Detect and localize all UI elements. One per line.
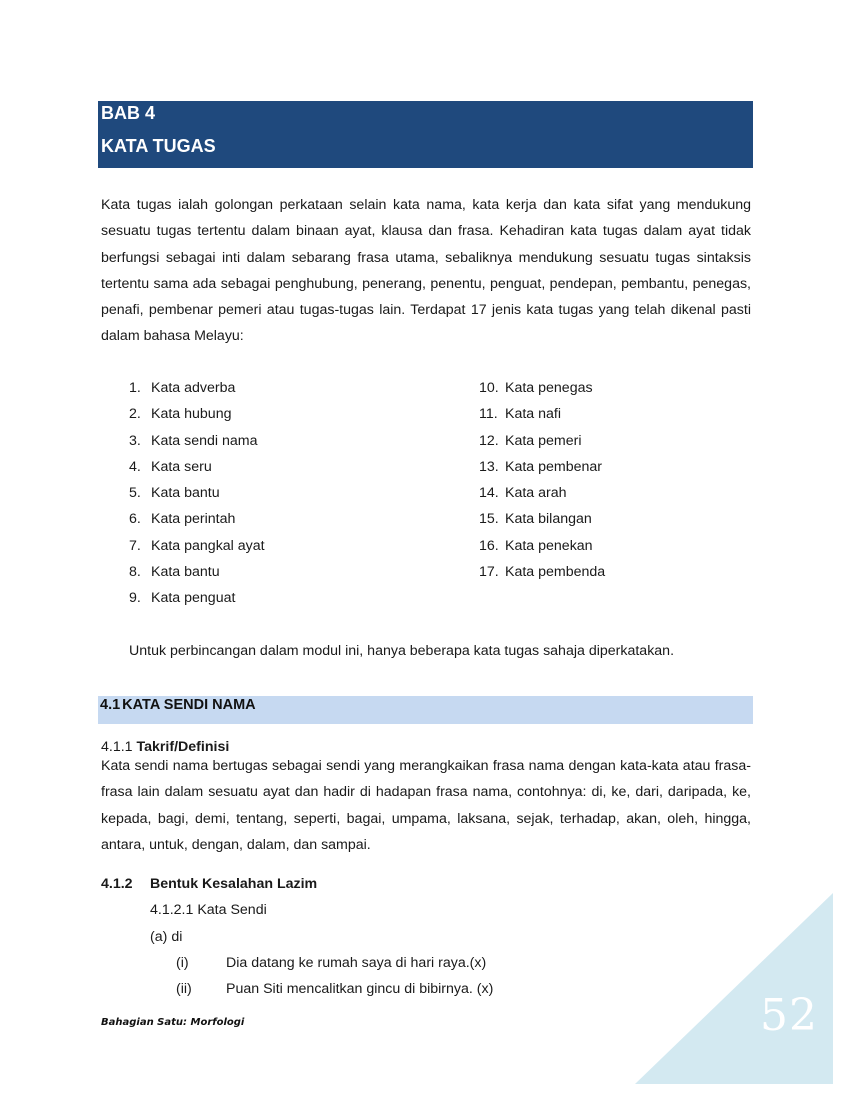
list-item-number: 12. (479, 432, 499, 449)
list-item-number: 6. (129, 511, 141, 528)
list-item (129, 428, 265, 454)
list-item-label: Kata bantu (151, 485, 220, 502)
list-item-label: Kata sendi nama (151, 432, 258, 449)
list-item-label: Kata bilangan (505, 511, 592, 528)
example-label: (ii) (176, 981, 192, 997)
page-number: 52 (760, 990, 818, 1041)
list-item-label: Kata adverba (151, 380, 236, 396)
chapter-header (98, 101, 753, 168)
item-a (150, 929, 182, 945)
list-item-label: Kata pangkal ayat (151, 537, 265, 554)
list-item-number: 15. (479, 511, 499, 528)
subsection-title: Bentuk Kesalahan Lazim (150, 876, 318, 892)
list-item-number: 8. (129, 564, 141, 581)
definition-paragraph: Kata sendi nama bertugas sebagai sendi yang merangkaikan frasa nama dengan kata-kata atau frasa-frasa lain dalam sesuatu ayat dan hadir di hadapan frasa nama, contohnya: di, ke, dari, daripada, ke, kepada, bagi, demi, tentang, seperti, bagai, umpama, laksana, sejak, terhadap, akan, oleh, hingga, antara, untuk, dengan, dalam, dan sampai. (101, 758, 751, 853)
list-item (479, 506, 605, 532)
list-item-number: 2. (129, 406, 141, 423)
list-item-number: 13. (479, 458, 499, 475)
chapter-label: BAB 4 (101, 103, 156, 123)
list-item-label: Kata penekan (505, 537, 593, 554)
list-item (479, 428, 605, 454)
list-item-number: 4. (129, 458, 141, 475)
list-item (129, 401, 265, 427)
list-item (479, 454, 605, 480)
subsubsection-heading: 4.1.2.1 Kata Sendi (150, 902, 267, 918)
list-item (129, 559, 265, 585)
corner-triangle-decoration (635, 893, 833, 1084)
list-item-number: 9. (129, 590, 141, 607)
list-item (129, 506, 265, 532)
subsection-number: 4.1.2 (101, 876, 133, 892)
list-item (129, 375, 265, 401)
list-item-number: 11. (479, 406, 498, 423)
list-item (479, 559, 605, 585)
list-item-label: Kata penguat (151, 590, 236, 607)
list-item-number: 16. (479, 537, 499, 554)
list-item (129, 585, 265, 611)
list-item (129, 533, 265, 559)
list-item (479, 480, 605, 506)
item-word: di (171, 929, 183, 945)
subsection-title: Takrif/Definisi (136, 739, 230, 755)
section-title-text: KATA SENDI NAMA (122, 697, 256, 713)
intro-paragraph: Kata tugas ialah golongan perkataan selain kata nama, kata kerja dan kata sifat yang mendukung sesuatu tugas tertentu dalam binaan ayat, klausa dan frasa. Kehadiran kata tugas dalam ayat tidak berfungsi sebagai inti dalam sebarang frasa utama, sebaliknya mendukung sesuatu tugas sintaksis tertentu sama ada sebagai penghubung, penerang, penentu, penguat, pendepan, pembantu, penegas, penafi, pembenar pemeri atau tugas-tugas lain. Terdapat 17 jenis kata tugas yang telah dikenal pasti dalam bahasa Melayu: (101, 197, 751, 345)
list-item-label: Kata bantu (151, 564, 220, 581)
list-item-label: Kata penegas (505, 380, 593, 396)
list-item-label: Kata pembenar (505, 458, 603, 475)
section-number: 4.1 (100, 697, 121, 713)
list-item-label: Kata pembenda (505, 564, 606, 581)
list-item (129, 454, 265, 480)
list-item-number: 1. (129, 380, 141, 396)
list-item-label: Kata arah (505, 485, 567, 502)
list-item (479, 375, 605, 401)
list-item-number: 3. (129, 432, 141, 449)
list-item-number: 14. (479, 485, 499, 502)
types-list-right (479, 375, 605, 585)
types-list-left (129, 375, 265, 612)
list-item (479, 533, 605, 559)
module-note: Untuk perbincangan dalam modul ini, hanya beberapa kata tugas sahaja diperkatakan. (129, 643, 675, 659)
example-text: Puan Siti mencalitkan gincu di bibirnya. (x) (226, 981, 494, 997)
list-item-number: 5. (129, 485, 141, 502)
example-text: Dia datang ke rumah saya di hari raya.(x) (226, 955, 487, 971)
section-heading-4-1 (98, 696, 753, 724)
subsection-heading-4-1-2 (101, 876, 317, 892)
list-item-label: Kata nafi (505, 406, 562, 423)
list-item-label: Kata hubung (151, 406, 232, 423)
list-item-label: Kata pemeri (505, 432, 582, 449)
example-item (176, 981, 493, 997)
list-item-number: 17. (479, 564, 499, 581)
corner-triangle (635, 893, 833, 1084)
example-item (176, 955, 486, 971)
chapter-title: KATA TUGAS (101, 136, 216, 156)
list-item-number: 10. (479, 380, 499, 396)
list-item (129, 480, 265, 506)
footer-section-label: Bahagian Satu: Morfologi (101, 1017, 245, 1028)
list-item-number: 7. (129, 537, 141, 554)
list-item-label: Kata seru (151, 458, 212, 475)
list-item (479, 401, 605, 427)
list-item-label: Kata perintah (151, 511, 236, 528)
item-label: (a) (150, 929, 168, 945)
example-label: (i) (176, 955, 189, 971)
section-title (100, 697, 256, 713)
subsection-number: 4.1.1 (101, 739, 133, 755)
